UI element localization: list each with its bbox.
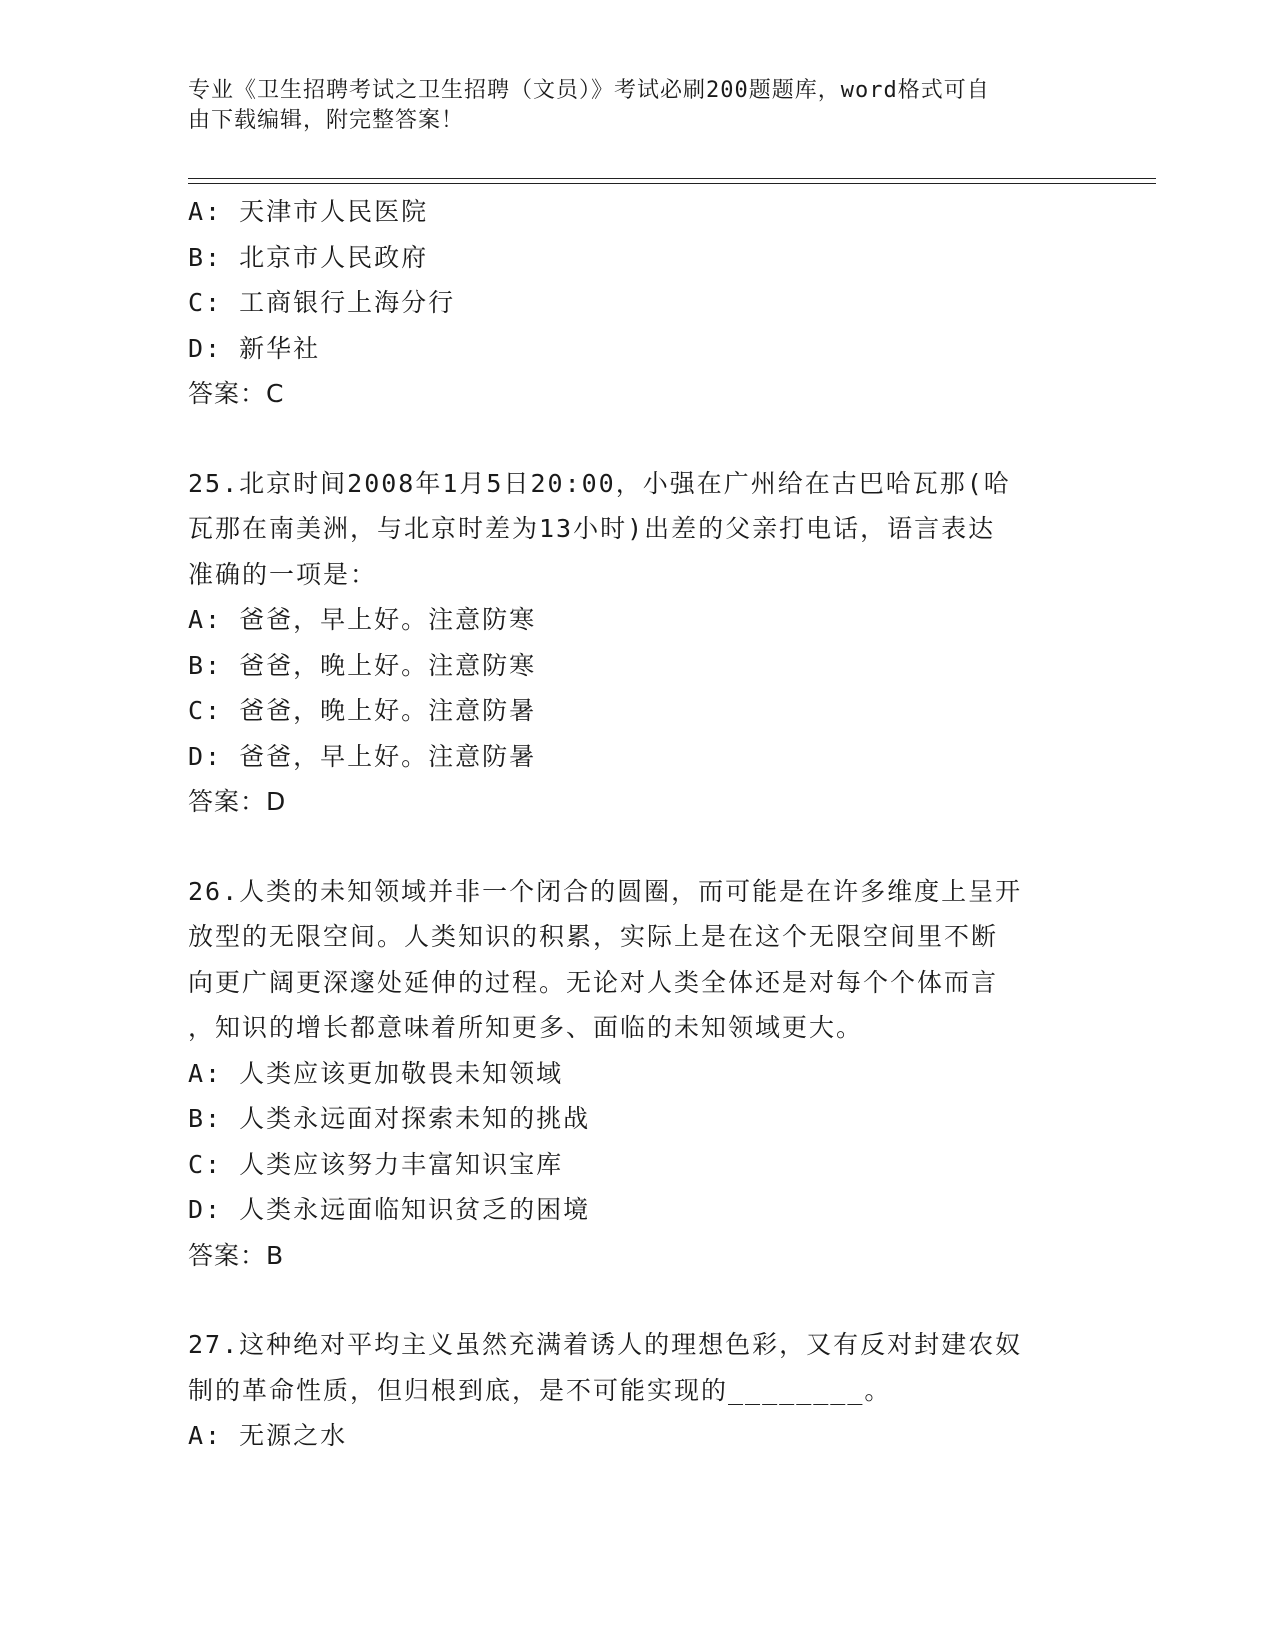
answer-line: 答案：B [188, 1240, 285, 1270]
option-a: A: 爸爸，早上好。注意防寒 [188, 605, 537, 634]
option-c: C: 工商银行上海分行 [188, 288, 456, 317]
question-block [188, 869, 1088, 1279]
option-b: B: 人类永远面对探索未知的挑战 [188, 1104, 591, 1133]
question-text: ，知识的增长都意味着所知更多、面临的未知领域更大。 [188, 1013, 864, 1042]
option-a: A: 无源之水 [188, 1421, 348, 1450]
document-header [188, 76, 1068, 136]
option-b: B: 爸爸，晚上好。注意防寒 [188, 650, 537, 680]
answer-line: 答案：C [188, 379, 285, 408]
header-line: 由下载编辑，附完整答案！ [188, 108, 465, 133]
option-c: C: 人类应该努力丰富知识宝库 [188, 1149, 564, 1179]
question-text: 向更广阔更深邃处延伸的过程。无论对人类全体还是对每个个体而言 [188, 967, 999, 997]
option-b: B: 北京市人民政府 [188, 242, 429, 272]
question-text: 26.人类的未知领域并非一个闭合的圆圈，而可能是在许多维度上呈开 [188, 876, 1023, 906]
question-text: 25.北京时间2008年1月5日20:00，小强在广州给在古巴哈瓦那(哈 [188, 468, 1011, 498]
question-text: 制的革命性质，但归根到底，是不可能实现的________。 [188, 1375, 892, 1405]
option-d: D: 人类永远面临知识贫乏的困境 [188, 1195, 591, 1224]
question-block [188, 189, 1088, 417]
option-a: A: 天津市人民医院 [188, 197, 429, 226]
question-text: 放型的无限空间。人类知识的积累，实际上是在这个无限空间里不断 [188, 922, 999, 951]
header-divider [188, 178, 1156, 179]
question-text: 准确的一项是： [188, 559, 378, 589]
header-line: 专业《卫生招聘考试之卫生招聘（文员）》考试必刷200题题库，word格式可自 [188, 78, 990, 103]
option-a: A: 人类应该更加敬畏未知领域 [188, 1058, 564, 1088]
header-divider [188, 183, 1156, 184]
question-content [188, 189, 1088, 1459]
question-text: 27.这种绝对平均主义虽然充满着诱人的理想色彩，又有反对封建农奴 [188, 1330, 1023, 1359]
answer-line: 答案：D [188, 787, 287, 816]
question-block [188, 1322, 1088, 1459]
question-text: 瓦那在南美洲，与北京时差为13小时)出差的父亲打电话，语言表达 [188, 514, 996, 543]
option-d: D: 爸爸，早上好。注意防暑 [188, 741, 537, 771]
question-block [188, 461, 1088, 825]
option-d: D: 新华社 [188, 333, 321, 363]
option-c: C: 爸爸，晚上好。注意防暑 [188, 696, 537, 725]
